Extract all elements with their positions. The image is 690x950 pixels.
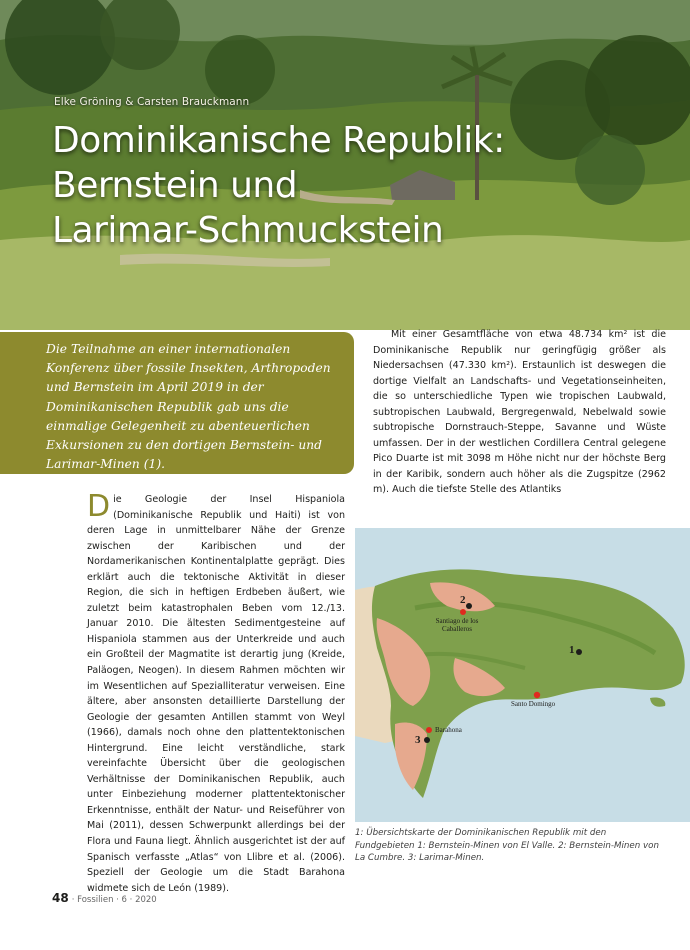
site-1-dot xyxy=(576,649,582,655)
santiago-dot xyxy=(460,609,466,615)
body-text-right: Mit einer Gesamtfläche von etwa 48.734 km² ist die Dominikanische Republik nur geringfügig größer als Niedersachsen (47.330 km²). Erstaunlich ist deswegen die dortige Vielfalt an Landschafts- und Vegetationseinheiten, die so unterschiedliche Typen wie tropischen Laubwald, subtropischen Laubwald, Bergregenwald, Nebelwald sowie subtropische Dornstrauch-Steppe, Savanne und Wüste umfassen. Der in der westlichen Cordillera Central gelegene Pico Duarte ist mit 3098 m Höhe nicht nur der höchste Berg in der Karibik, sondern auch höher als die Zugspitze (2962 m). Auch die tiefste Stelle des Atlantiks xyxy=(373,329,666,496)
site-2-dot xyxy=(466,603,472,609)
page-number: 48 xyxy=(52,891,69,905)
map-figure xyxy=(355,528,690,822)
map-number-1: 1 xyxy=(569,644,575,656)
santo-domingo-dot xyxy=(534,692,540,698)
map-number-2: 2 xyxy=(460,594,466,606)
map-caption: 1: Übersichtskarte der Dominikanischen Republik mit den Fundgebieten 1: Bernstein-Minen von El Valle. 2: Bernstein-Minen von La Cumbre. 3: Larimar-Minen. xyxy=(355,828,659,864)
title-line-3: Larimar-Schmuckstein xyxy=(52,210,444,251)
drop-cap: D xyxy=(87,489,111,524)
hero-photo xyxy=(0,0,690,330)
map-label-santo-domingo: Santo Domingo xyxy=(511,700,556,708)
map-label-barahona: Barahona xyxy=(435,726,462,734)
map-label-santiago: Santiago de los Caballeros xyxy=(435,617,479,633)
site-3-dot xyxy=(424,737,430,743)
publication-info: · Fossilien · 6 · 2020 xyxy=(71,895,157,905)
intro-text: Die Teilnahme an einer internationalen Konferenz über fossile Insekten, Arthropoden und Bernstein im April 2019 in der Dominikanischen Republik gab uns die einmalige Gelegenheit zu abenteuerlichen Exkursionen zu den dortigen Bernstein- und Larimar-Minen (1). xyxy=(46,342,331,472)
map-number-3: 3 xyxy=(415,734,421,746)
map-illustration xyxy=(355,528,690,822)
article-authors: Elke Gröning & Carsten Brauckmann xyxy=(54,96,250,108)
barahona-dot xyxy=(426,727,432,733)
title-line-2: Bernstein und xyxy=(52,165,298,206)
article-title xyxy=(52,118,612,253)
title-line-1: Dominikanische Republik: xyxy=(52,120,505,161)
body-text-left xyxy=(87,489,345,896)
page-footer xyxy=(52,887,157,906)
body-text-left-content: ie Geologie der Insel Hispaniola (Dominikanische Republik und Haiti) ist von deren Lage in unmittelbarer Nähe der Grenze zwischen der Karibischen und der Nordamerikanischen Kontinentalplatte geprägt. Dies erklärt auch die tektonische Aktivität in dieser Region, die sich in heftigen Erdbeben äußert, wie zuletzt beim katastrophalen Beben vom 12./13. Januar 2010. Die ältesten Sedimentgesteine auf Hispaniola stammen aus der Unterkreide und auch ein Großteil der Magmatite ist derartig jung (Kreide, Paläogen, Neogen). In diesem Rahmen möchten wir im Wesentlichen auf Spezialliteratur verweisen. Eine ältere, aber ansonsten detaillierte Darstellung der Geologie der gesamten Antillen stammt von Weyl (1966), damals noch ohne den plattentektonischen Hintergrund. Eine leicht verständliche, stark vereinfachte Übersicht über die geologischen Verhältnisse der Dominikanischen Republik, auch unter Einbeziehung moderner plattentektonischer Erkenntnisse, enthält der Natur- und Reiseführer von Mai (2011), dessen Schwerpunkt allerdings bei der Flora und Fauna liegt. Ähnlich ausgerichtet ist der auf Spanisch verfasste „Atlas“ von Llibre et al. (2006). Speziell der Geologie um die Stadt Barahona widmete sich de León (1989). xyxy=(87,494,345,894)
